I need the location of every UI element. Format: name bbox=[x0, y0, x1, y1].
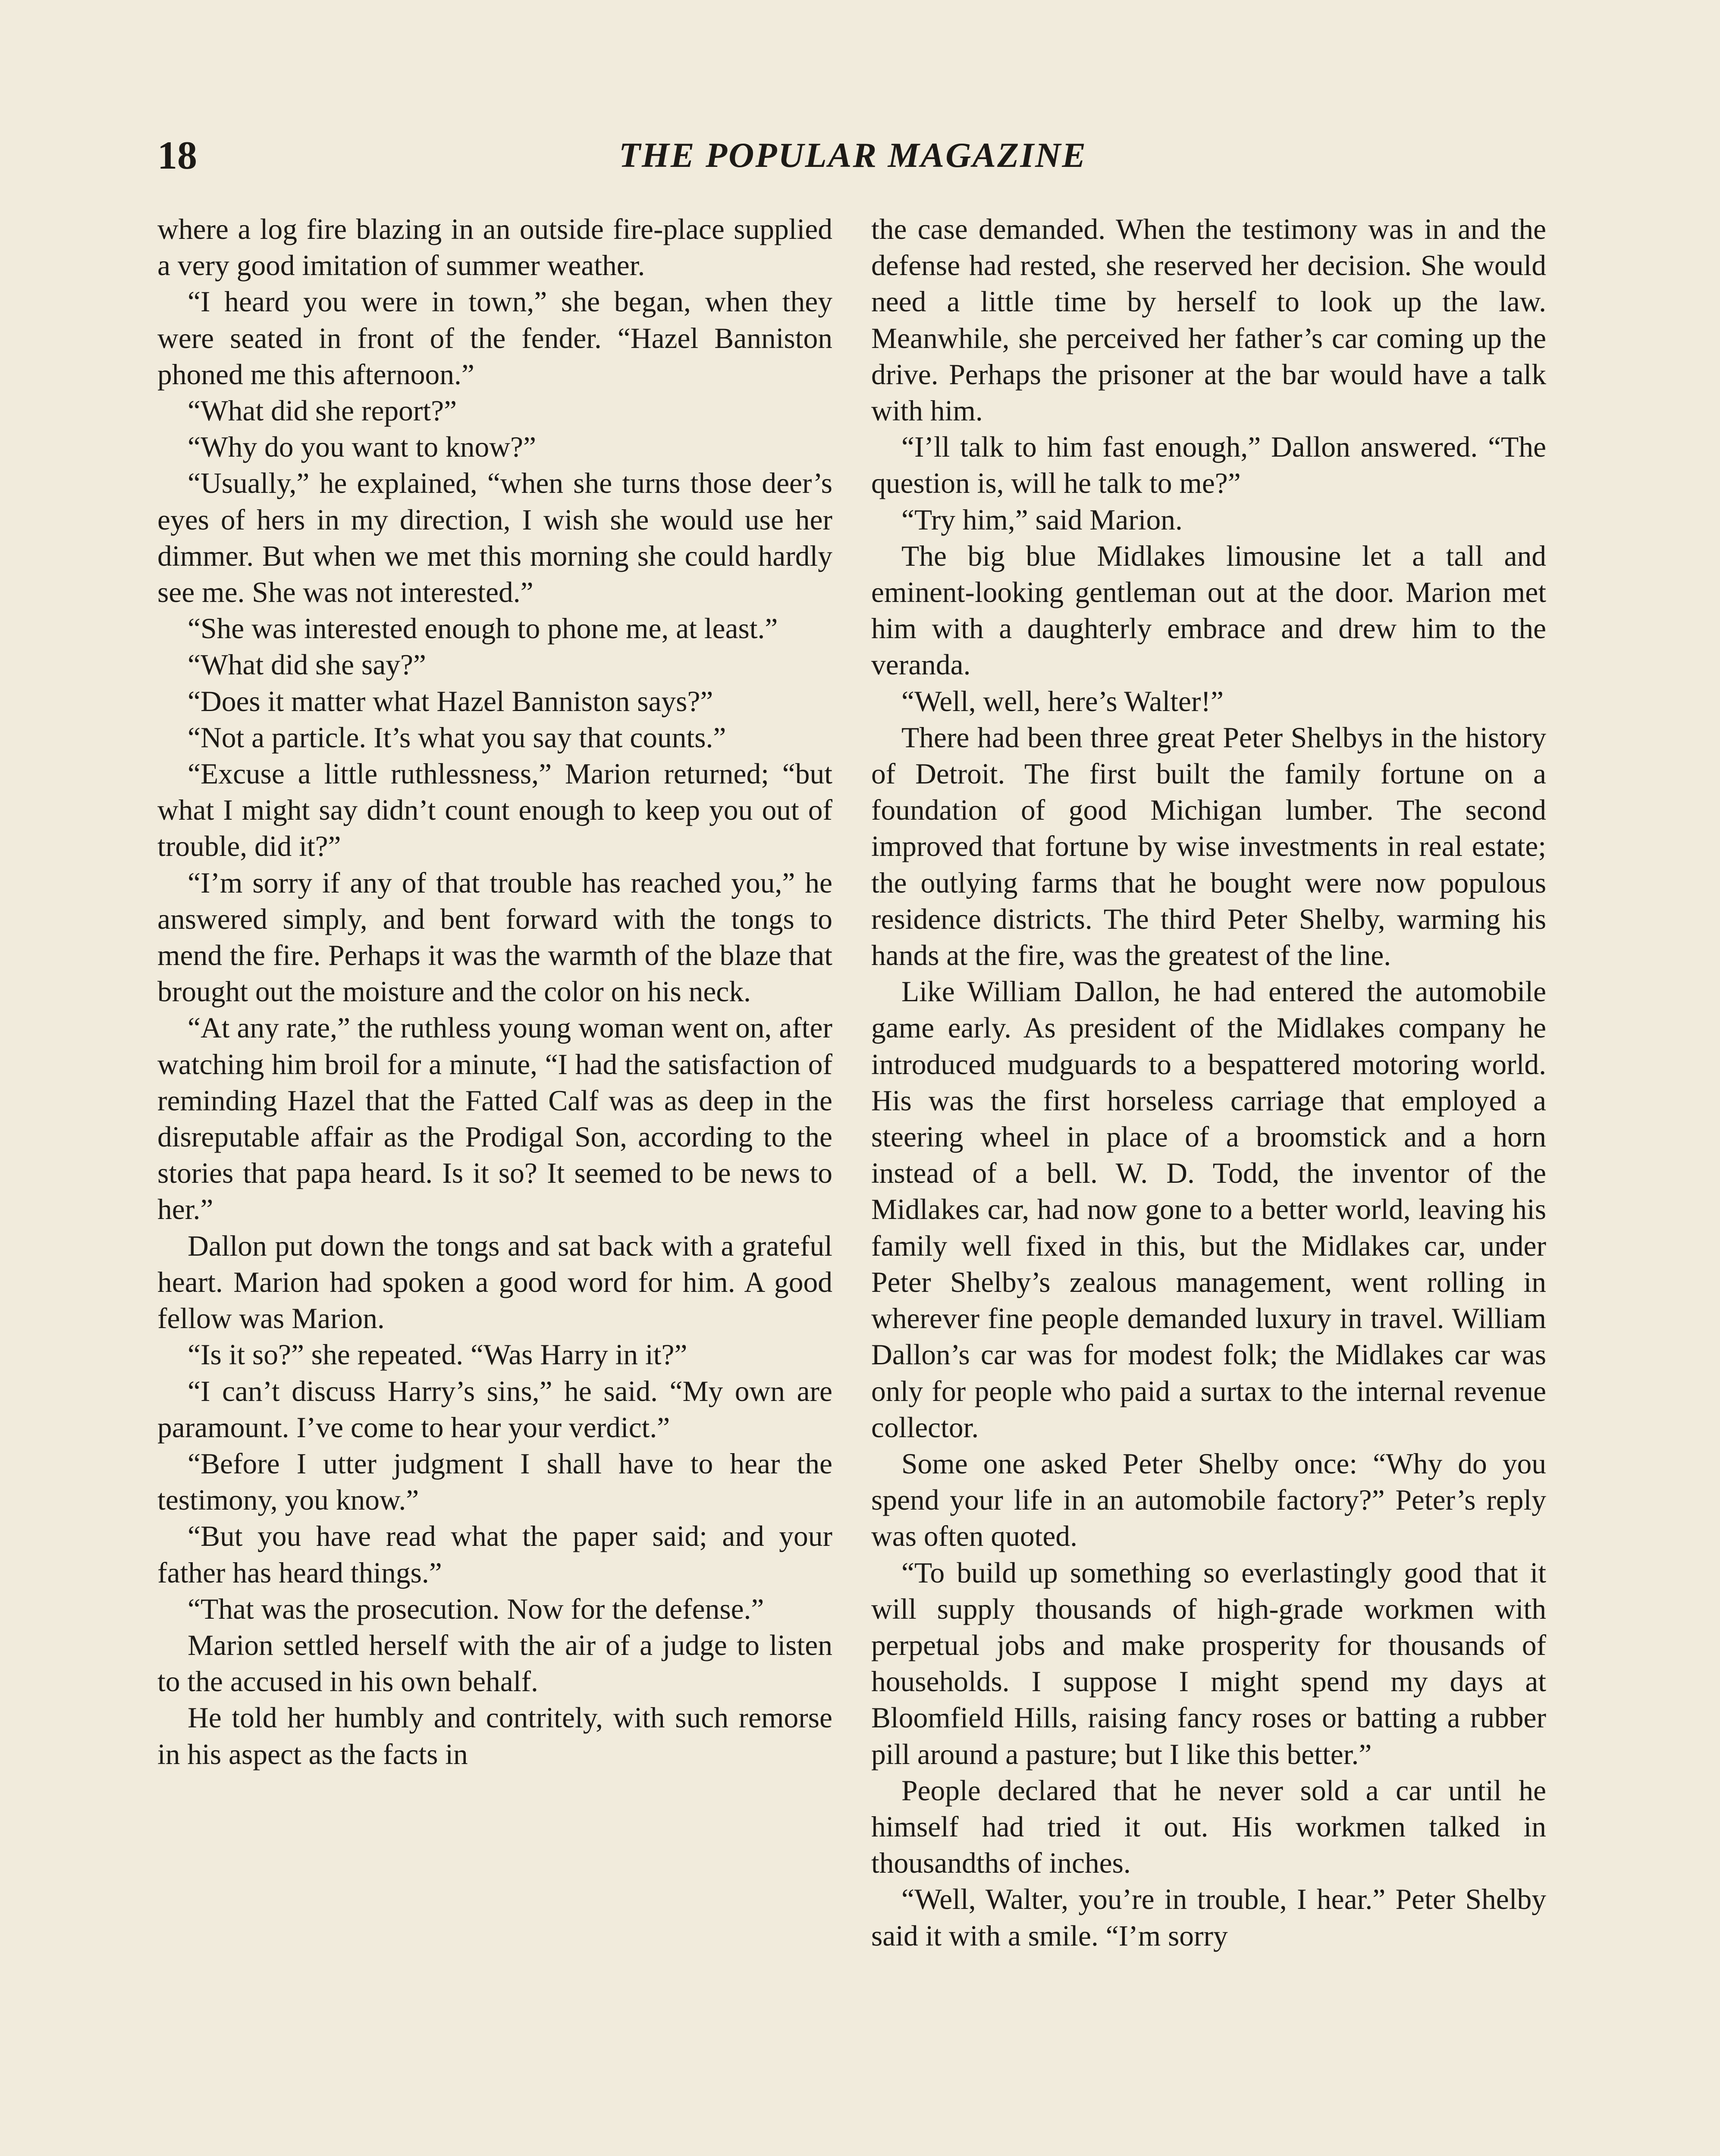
running-title: THE POPULAR MAGAZINE bbox=[618, 135, 1087, 175]
page-number: 18 bbox=[157, 133, 197, 177]
paragraph: “I heard you were in town,” she began, when they were seated in front of the fender. “Hazel Banniston phoned me this afternoon.” bbox=[157, 285, 832, 391]
paragraph: “Excuse a little ruthlessness,” Marion returned; “but what I might say didn’t count enough to keep you out of trouble, did it?” bbox=[157, 758, 832, 863]
paragraph: “But you have read what the paper said; and your father has heard things.” bbox=[157, 1520, 832, 1589]
paragraph: Like William Dallon, he had entered the automobile game early. As president of the Midlakes company he introduced mudguards to a bespattered motoring world. His was the first horseless carriage that employed a steering wheel in place of a broomstick and a horn instead of a bell. W. D. Todd, the inventor of the Midlakes car, had now gone to a better world, leaving his family well fixed in this, but the Midlakes car, under Peter Shelby’s zealous management, went rolling in wherever fine people demanded luxury in travel. William Dallon’s car was for modest folk; the Midlakes car was only for people who paid a surtax to the internal revenue collector. bbox=[871, 975, 1546, 1444]
paragraph: People declared that he never sold a car until he himself had tried it out. His workmen talked in thousandths of inches. bbox=[871, 1774, 1546, 1880]
paragraph: Dallon put down the tongs and sat back with a grateful heart. Marion had spoken a good word for him. A good fellow was Marion. bbox=[157, 1229, 832, 1335]
paragraph: “Try him,” said Marion. bbox=[901, 503, 1183, 536]
paragraph: There had been three great Peter Shelbys in the history of Detroit. The first built the family fortune on a foundation of good Michigan lumber. The second improved that fortune by wise investments in real estate; the outlying farms that he bought were now populous residence districts. The third Peter Shelby, warming his hands at the fire, was the greatest of the line. bbox=[871, 721, 1546, 972]
paragraph: “At any rate,” the ruthless young woman went on, after watching him broil for a minute, “I had the satisfaction of reminding Hazel that the Fatted Calf was as deep in the disreputable affair as the Prodigal Son, according to the stories that papa heard. Is it so? It seemed to be news to her.” bbox=[157, 1012, 832, 1226]
paragraph: “She was interested enough to phone me, at least.” bbox=[188, 612, 778, 645]
paragraph: “I can’t discuss Harry’s sins,” he said. “My own are paramount. I’ve come to hear your verdict.” bbox=[157, 1375, 832, 1444]
paragraph: “Not a particle. It’s what you say that counts.” bbox=[188, 721, 726, 754]
right-column bbox=[871, 211, 1546, 1954]
paragraph: “Why do you want to know?” bbox=[188, 431, 536, 464]
paragraph: “Is it so?” she repeated. “Was Harry in it?” bbox=[188, 1338, 687, 1371]
paragraph: the case demanded. When the testimony was in and the defense had rested, she reserved her decision. She would need a little time by herself to look up the law. Meanwhile, she perceived her father’s car coming up the drive. Perhaps the prisoner at the bar would have a talk with him. bbox=[871, 213, 1546, 427]
paragraph: “That was the prosecution. Now for the defense.” bbox=[188, 1592, 764, 1625]
paragraph: The big blue Midlakes limousine let a tall and eminent-looking gentleman out at the door. Marion met him with a daughterly embrace and drew him to the veranda. bbox=[871, 539, 1546, 681]
paragraph: “What did she report?” bbox=[188, 395, 457, 427]
paragraph: “Before I utter judgment I shall have to hear the testimony, you know.” bbox=[157, 1447, 832, 1517]
paragraph: “I’m sorry if any of that trouble has reached you,” he answered simply, and bent forward with the tongs to mend the fire. Perhaps it was the warmth of the blaze that brought out the moisture and the color on his neck. bbox=[157, 866, 832, 1008]
paragraph: “Does it matter what Hazel Banniston says?” bbox=[188, 685, 713, 718]
paragraph: Some one asked Peter Shelby once: “Why do you spend your life in an automobile factory?” Peter’s reply was often quoted. bbox=[871, 1447, 1546, 1553]
paragraph: “What did she say?” bbox=[188, 649, 426, 681]
page-header bbox=[157, 129, 1548, 181]
paragraph: where a log fire blazing in an outside fire-place supplied a very good imitation of summer weather. bbox=[157, 213, 832, 282]
paragraph: “Well, Walter, you’re in trouble, I hear.” Peter Shelby said it with a smile. “I’m sorry bbox=[871, 1883, 1546, 1952]
paragraph: He told her humbly and contritely, with such remorse in his aspect as the facts in bbox=[157, 1702, 832, 1771]
paragraph: Marion settled herself with the air of a judge to listen to the accused in his own behalf. bbox=[157, 1629, 832, 1698]
paragraph: “Usually,” he explained, “when she turns those deer’s eyes of hers in my direction, I wish she would use her dimmer. But when we met this morning she could hardly see me. She was not interested.” bbox=[157, 467, 832, 609]
left-column bbox=[157, 211, 832, 1773]
paragraph: “To build up something so everlastingly good that it will supply thousands of high-grade workmen with perpetual jobs and make prosperity for thousands of households. I suppose I might spend my days at Bloomfield Hills, raising fancy roses or batting a rubber pill around a pasture; but I like this better.” bbox=[871, 1556, 1546, 1771]
paragraph: “I’ll talk to him fast enough,” Dallon answered. “The question is, will he talk to me?” bbox=[871, 431, 1546, 500]
paragraph: “Well, well, here’s Walter!” bbox=[901, 685, 1224, 718]
